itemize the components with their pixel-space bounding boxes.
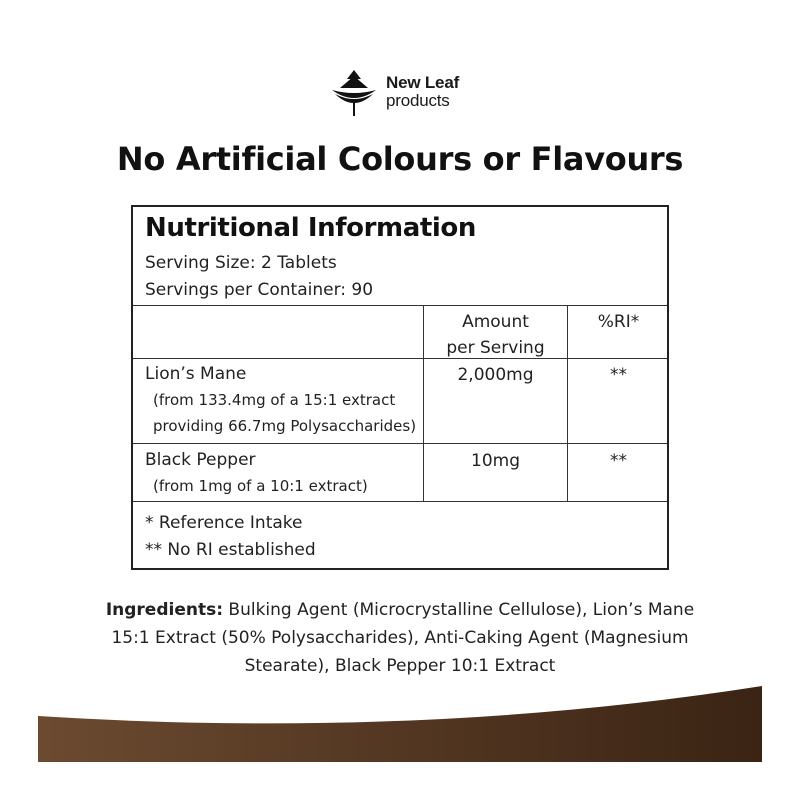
nutrient-detail: providing 66.7mg Polysaccharides)	[153, 417, 417, 435]
brand-logo	[328, 66, 459, 118]
ri-value: **	[610, 365, 627, 385]
leaf-tree-icon	[328, 66, 380, 118]
footnote-reference-intake: * Reference Intake	[145, 513, 303, 533]
decorative-swoosh	[38, 680, 762, 762]
nutrient-detail: (from 1mg of a 10:1 extract)	[153, 477, 368, 495]
table-row	[145, 449, 368, 499]
nutrient-detail: (from 133.4mg of a 15:1 extract	[153, 391, 396, 409]
table-divider	[133, 305, 667, 306]
ri-header: %RI*	[597, 312, 640, 332]
table-divider	[133, 443, 667, 444]
table-row	[145, 363, 416, 439]
ri-value: **	[610, 451, 627, 471]
amount-value: 10mg	[471, 451, 520, 471]
headline: No Artificial Colours or Flavours	[116, 140, 684, 178]
table-divider	[133, 358, 667, 359]
serving-size: Serving Size: 2 Tablets	[145, 253, 337, 273]
brand-name: New Leaf	[386, 73, 460, 92]
ingredients-text	[90, 596, 710, 680]
nutrient-name: Lion’s Mane	[145, 364, 247, 384]
table-divider	[133, 501, 667, 502]
amount-value: 2,000mg	[457, 365, 534, 385]
ingredients-label: Ingredients:	[105, 600, 224, 620]
footnote-no-ri: ** No RI established	[145, 540, 316, 560]
amount-header: Amount per Serving	[446, 312, 545, 358]
brand-subtitle: products	[386, 91, 450, 110]
panel-title: Nutritional Information	[145, 213, 476, 243]
servings-per-container: Servings per Container: 90	[145, 280, 374, 300]
nutrient-name: Black Pepper	[145, 450, 256, 470]
ingredients-list: Bulking Agent (Microcrystalline Cellulose), Lion’s Mane 15:1 Extract (50% Polysaccharides), Anti-Caking Agent (Magnesium Stearate), Black Pepper 10:1 Extract	[111, 600, 695, 676]
nutrition-panel	[131, 205, 669, 570]
